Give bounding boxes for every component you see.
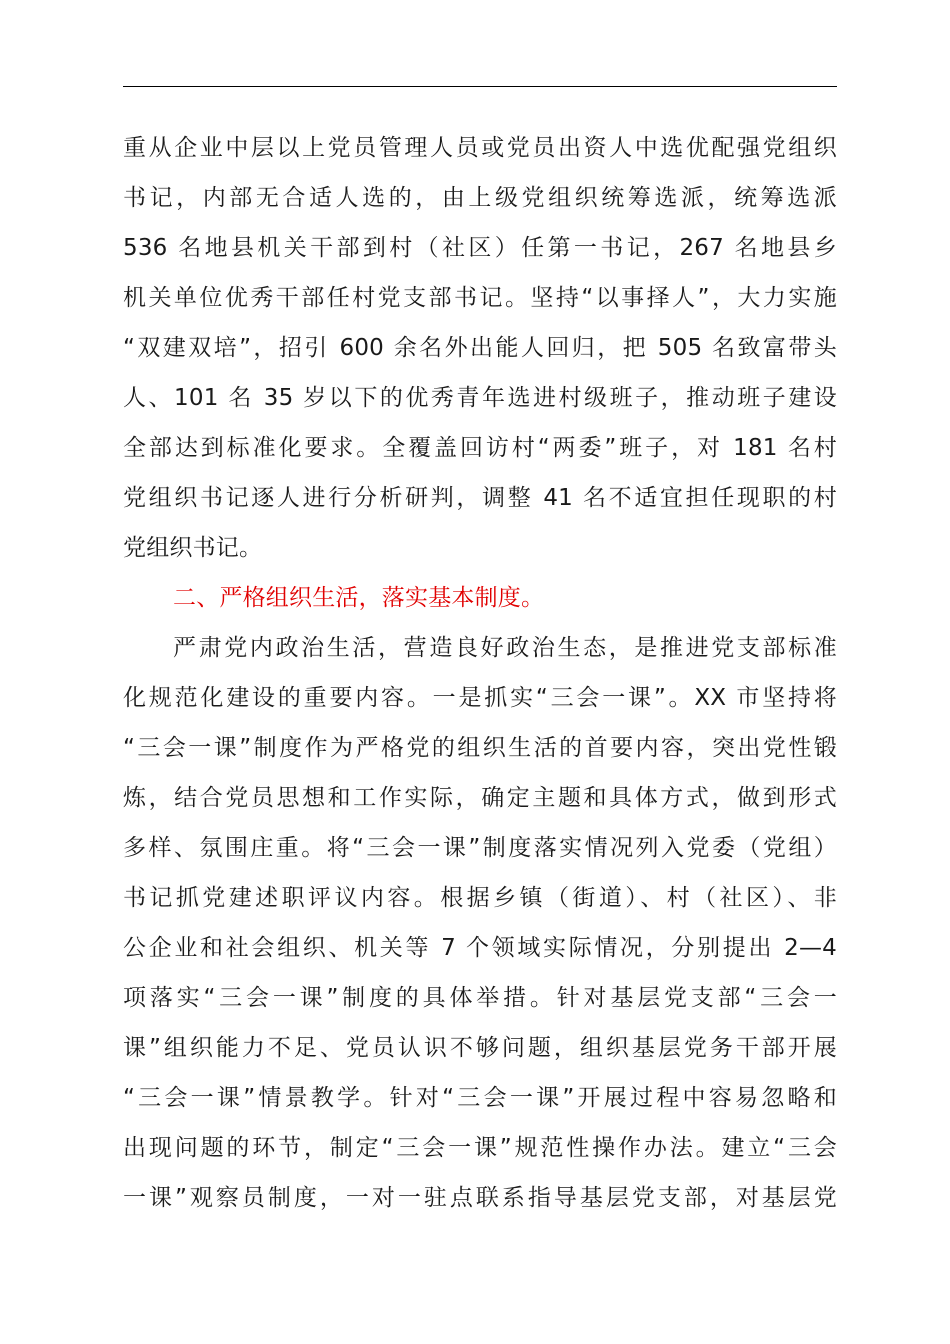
body-line: “三会一课”情景教学。针对“三会一课”开展过程中容易忽略和 [123, 1085, 837, 1111]
body-line: 出现问题的环节，制定“三会一课”规范性操作办法。建立“三会 [123, 1135, 837, 1161]
body-line: 重从企业中层以上党员管理人员或党员出资人中选优配强党组织 [123, 135, 837, 161]
body-line: 项落实“三会一课”制度的具体举措。针对基层党支部“三会一 [123, 985, 837, 1011]
body-line: 全部达到标准化要求。全覆盖回访村“两委”班子，对 181 名村 [123, 435, 837, 461]
body-line: 多样、氛围庄重。将“三会一课”制度落实情况列入党委（党组） [123, 835, 837, 861]
body-line: 书记，内部无合适人选的，由上级党组织统筹选派，统筹选派 [123, 185, 837, 211]
body-line: 化规范化建设的重要内容。一是抓实“三会一课”。XX 市坚持将 [123, 685, 837, 711]
paragraph-end-line: 党组织书记。 [123, 535, 263, 561]
body-line: 人、101 名 35 岁以下的优秀青年选进村级班子，推动班子建设 [123, 385, 837, 411]
body-line: “三会一课”制度作为严格党的组织生活的首要内容，突出党性锻 [123, 735, 837, 761]
paragraph-first-line: 严肃党内政治生活，营造良好政治生态，是推进党支部标准 [173, 635, 837, 661]
body-line: 炼，结合党员思想和工作实际，确定主题和具体方式，做到形式 [123, 785, 837, 811]
body-line: 书记抓党建述职评议内容。根据乡镇（街道）、村（社区）、非 [123, 885, 837, 911]
body-line: 党组织书记逐人进行分析研判，调整 41 名不适宜担任现职的村 [123, 485, 837, 511]
header-rule [123, 86, 837, 87]
body-line: 机关单位优秀干部任村党支部书记。坚持“以事择人”，大力实施 [123, 285, 837, 311]
body-line: 一课”观察员制度，一对一驻点联系指导基层党支部，对基层党 [123, 1185, 837, 1211]
body-line: 536 名地县机关干部到村（社区）任第一书记，267 名地县乡 [123, 235, 837, 261]
body-line: “双建双培”，招引 600 余名外出能人回归，把 505 名致富带头 [123, 335, 837, 361]
body-line: 课”组织能力不足、党员认识不够问题，组织基层党务干部开展 [123, 1035, 837, 1061]
body-line: 公企业和社会组织、机关等 7 个领域实际情况，分别提出 2—4 [123, 935, 837, 961]
section-heading: 二、严格组织生活，落实基本制度。 [173, 585, 545, 611]
